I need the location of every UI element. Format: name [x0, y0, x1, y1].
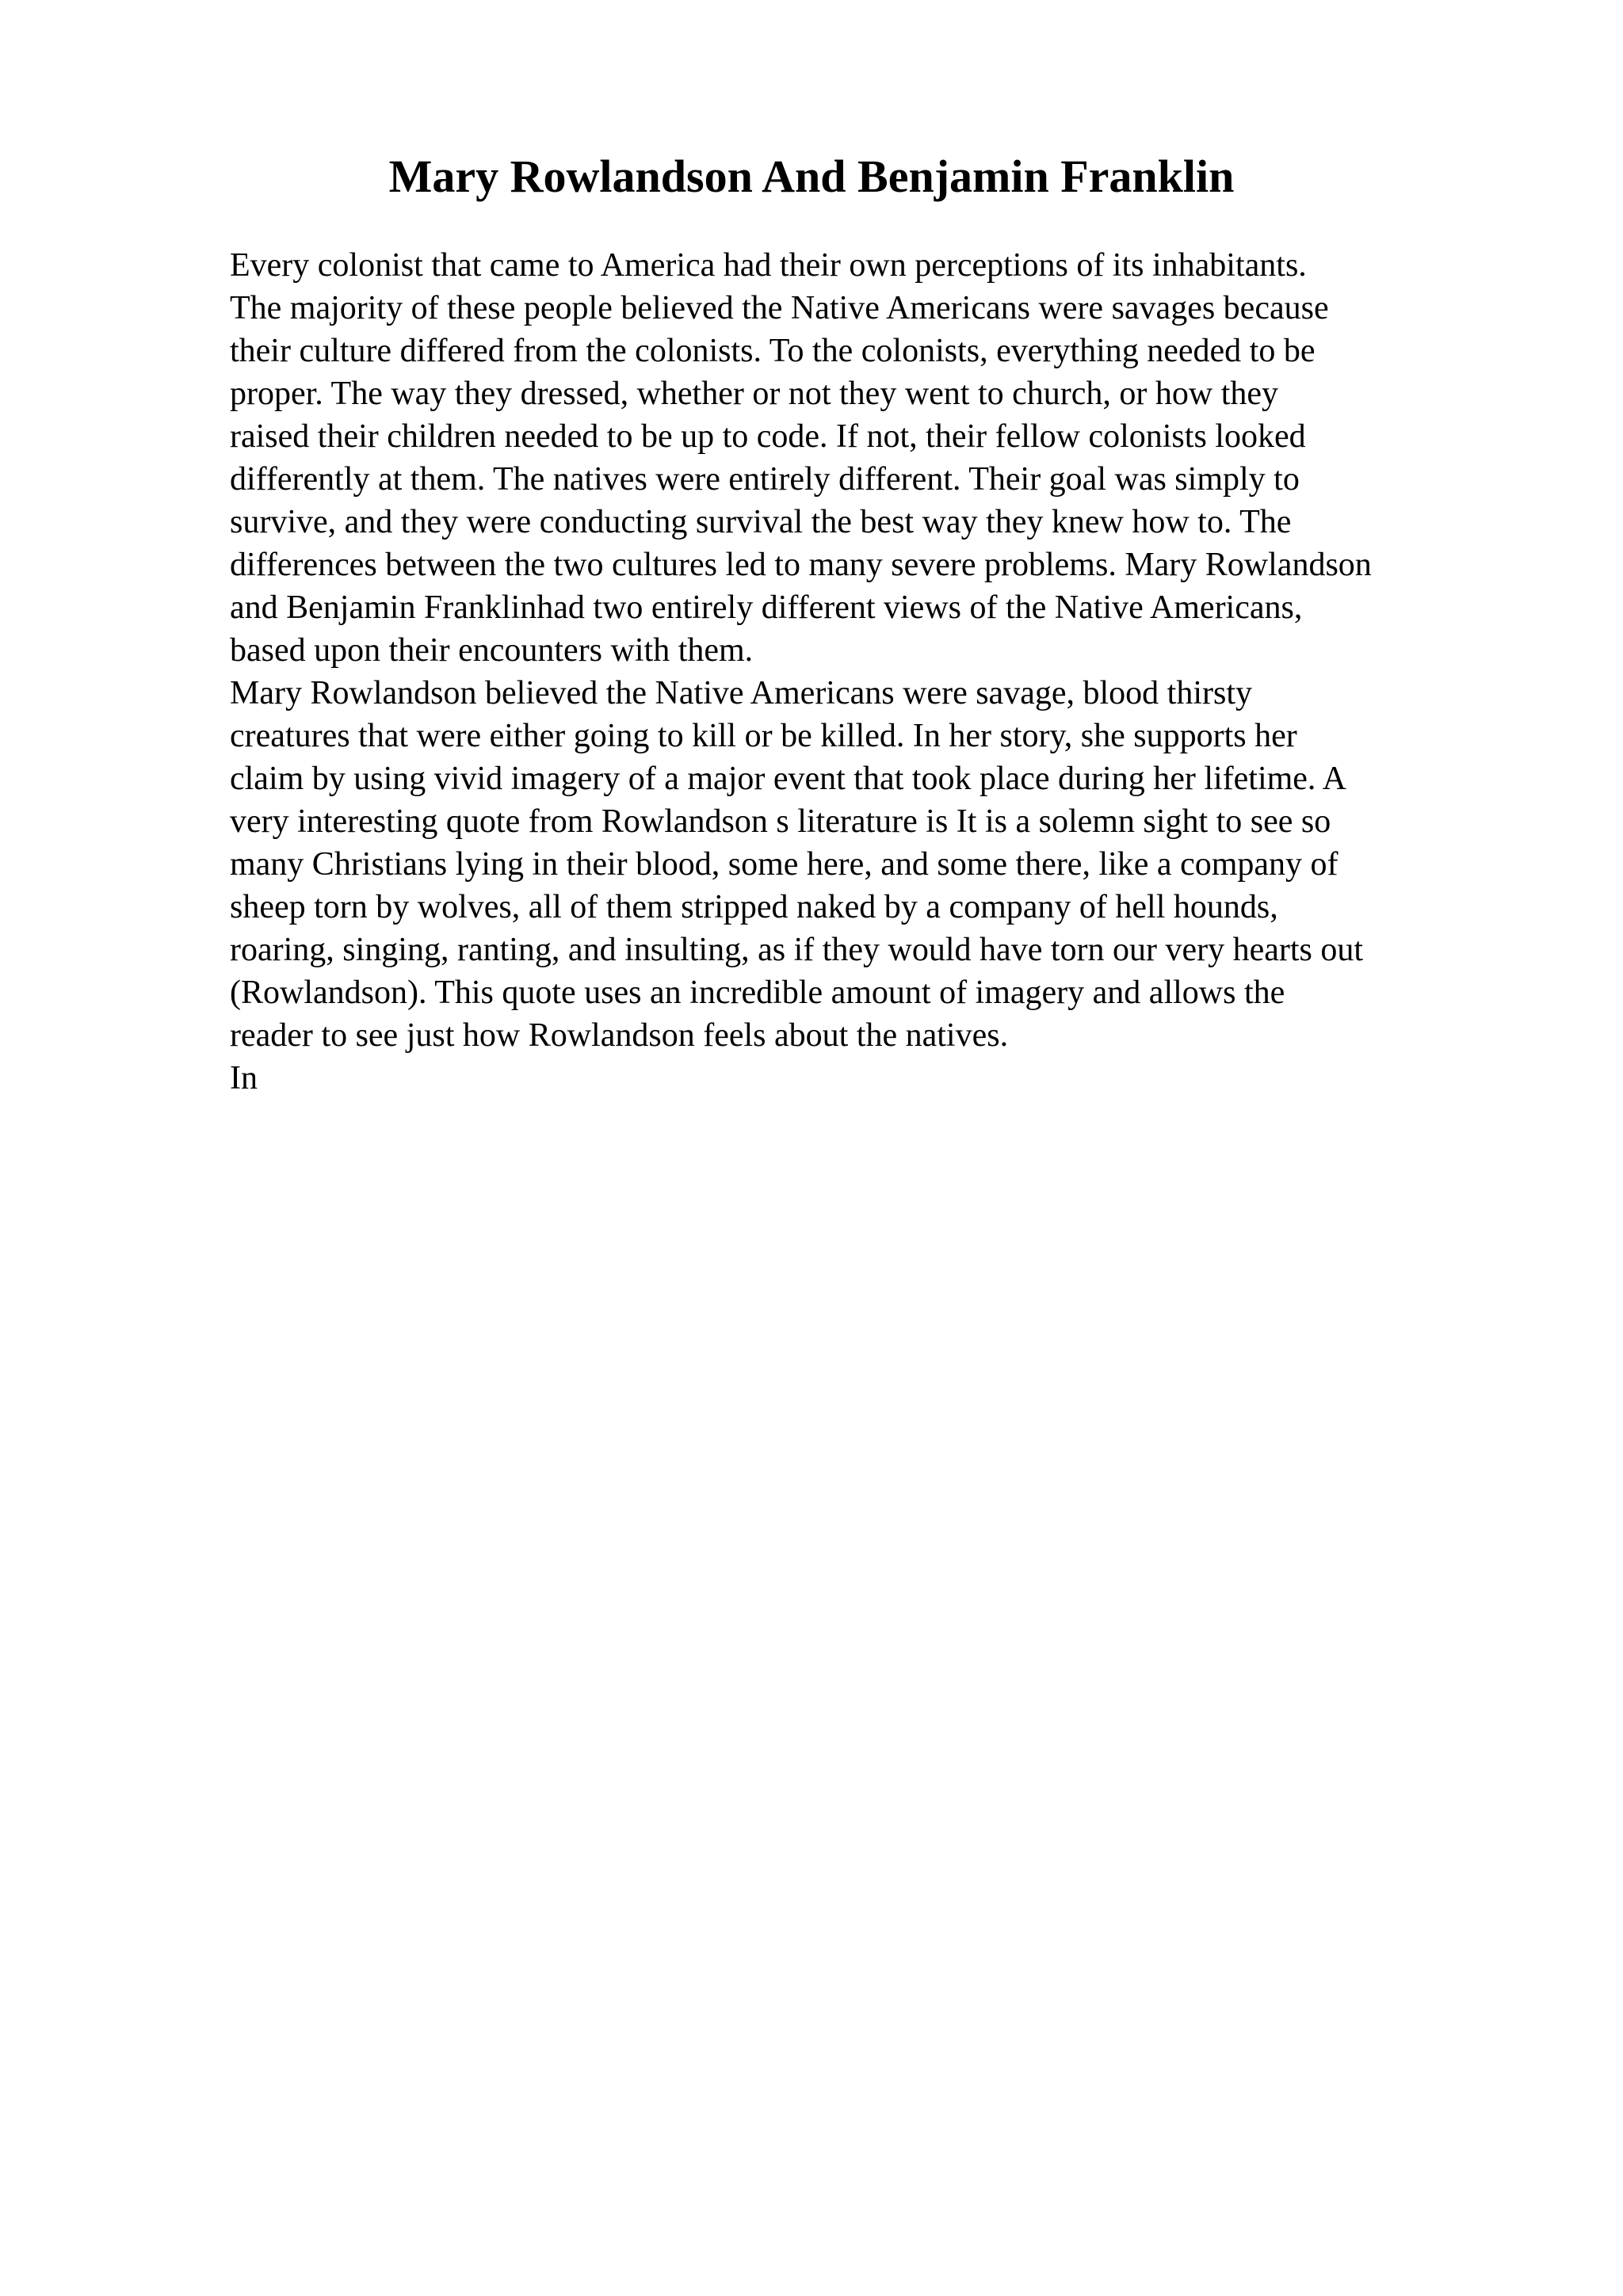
body-line: In: [230, 1060, 258, 1097]
body-line: raised their children needed to be up to code. If not, their fellow colonists looked: [230, 418, 1306, 455]
body-line: many Christians lying in their blood, some here, and some there, like a company of: [230, 846, 1338, 883]
document-title: Mary Rowlandson And Benjamin Franklin: [388, 151, 1235, 202]
body-line: their culture differed from the colonists. To the colonists, everything needed to be: [230, 333, 1316, 369]
body-line: based upon their encounters with them.: [230, 632, 754, 669]
body-line: proper. The way they dressed, whether or not they went to church, or how they: [230, 376, 1279, 412]
body-line: creatures that were either going to kill or be killed. In her story, she supports her: [230, 718, 1297, 754]
body-line: differently at them. The natives were entirely different. Their goal was simply to: [230, 461, 1300, 498]
body-line: survive, and they were conducting survival the best way they knew how to. The: [230, 504, 1292, 540]
body-line: reader to see just how Rowlandson feels about the natives.: [230, 1017, 1009, 1054]
body-line: (Rowlandson). This quote uses an incredible amount of imagery and allows the: [230, 974, 1285, 1011]
body-line: sheep torn by wolves, all of them stripped naked by a company of hell hounds,: [230, 889, 1278, 925]
body-line: roaring, singing, ranting, and insulting, as if they would have torn our very hearts out: [230, 932, 1364, 968]
document-body: [230, 244, 1506, 1100]
body-line: differences between the two cultures led to many severe problems. Mary Rowlandson: [230, 547, 1372, 583]
body-line: Every colonist that came to America had their own perceptions of its inhabitants.: [230, 247, 1307, 284]
body-line: Mary Rowlandson believed the Native Americans were savage, blood thirsty: [230, 675, 1252, 711]
body-line: The majority of these people believed the Native Americans were savages because: [230, 290, 1329, 326]
body-line: claim by using vivid imagery of a major event that took place during her lifetime. A: [230, 761, 1346, 797]
body-line: very interesting quote from Rowlandson s literature is It is a solemn sight to see so: [230, 803, 1331, 840]
body-line: and Benjamin Franklinhad two entirely different views of the Native Americans,: [230, 589, 1303, 626]
